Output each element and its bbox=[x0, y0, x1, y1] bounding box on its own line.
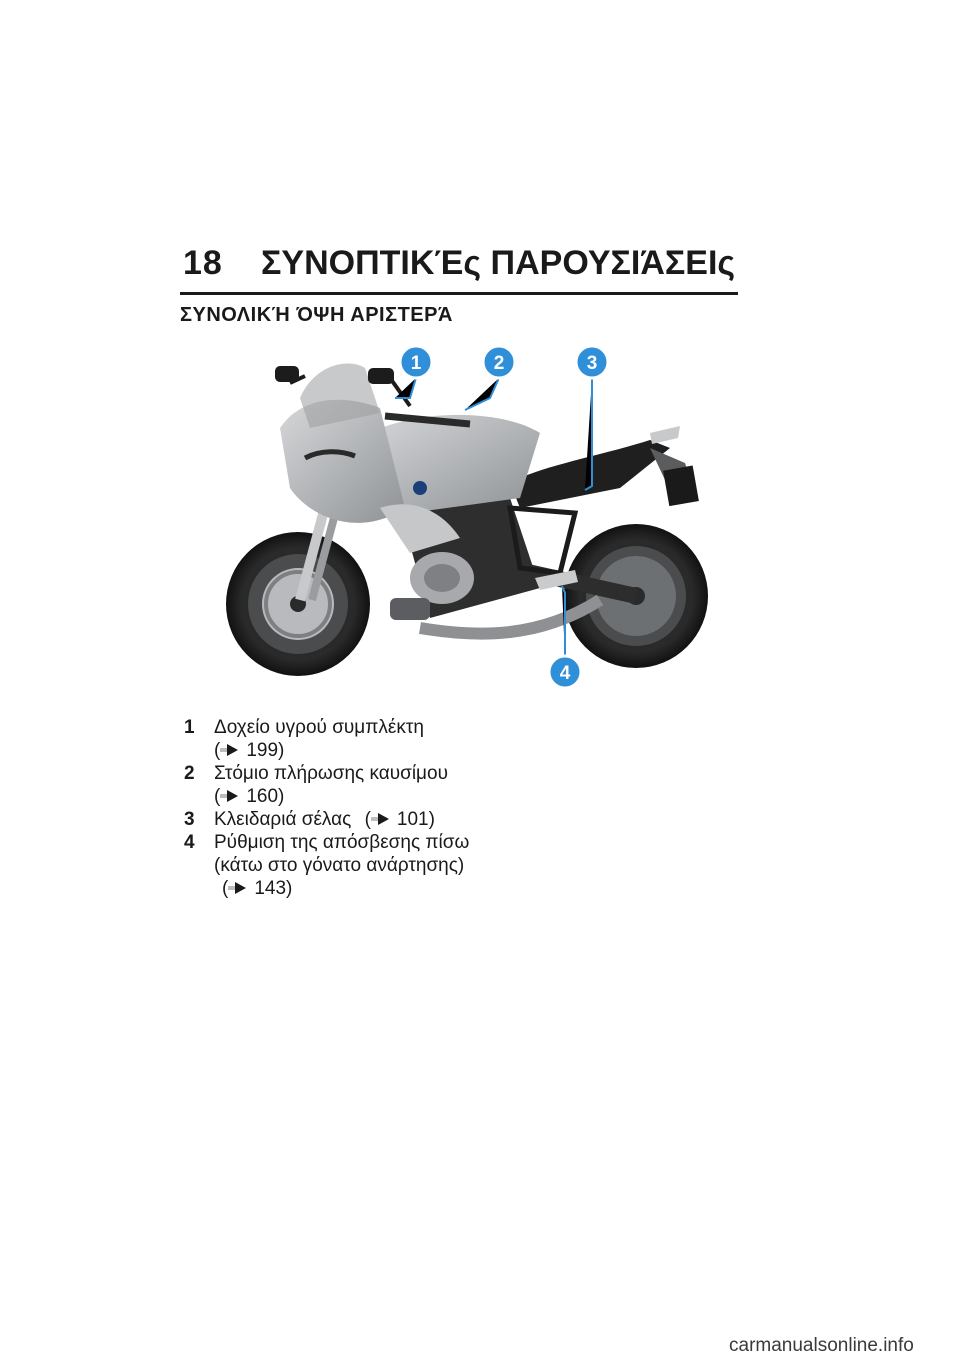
page-number-ref: 143) bbox=[254, 878, 293, 899]
page-number-ref: 160) bbox=[246, 786, 285, 807]
legend-item-1 bbox=[184, 716, 484, 762]
arrow-right-icon bbox=[371, 813, 389, 825]
callout-label-1: 1 bbox=[410, 353, 422, 374]
callout-badge-2 bbox=[483, 346, 515, 378]
watermark[interactable]: carmanualsonline.info bbox=[729, 1335, 914, 1356]
motorcycle-illustration bbox=[180, 338, 740, 700]
legend-number: 3 bbox=[184, 809, 195, 830]
paren-open: ( bbox=[222, 878, 229, 899]
legend-item-4 bbox=[184, 831, 484, 900]
page-reference[interactable] bbox=[214, 785, 284, 808]
page-number: 18 bbox=[183, 244, 223, 282]
callout-label-2: 2 bbox=[493, 353, 505, 374]
legend-text: Στόμιο πλήρωσης καυσίμου bbox=[214, 763, 448, 784]
callout-label-3: 3 bbox=[586, 353, 598, 374]
header-rule bbox=[180, 292, 738, 295]
page-header bbox=[183, 244, 738, 284]
callout-badge-1 bbox=[400, 346, 432, 378]
arrow-right-icon bbox=[228, 882, 246, 894]
callout-badge-3 bbox=[576, 346, 608, 378]
front-wheel bbox=[226, 532, 370, 676]
legend bbox=[184, 716, 484, 900]
legend-text: Κλειδαριά σέλας bbox=[214, 809, 352, 830]
legend-number: 1 bbox=[184, 717, 195, 738]
page-number-ref: 101) bbox=[396, 809, 435, 830]
section-title: ΣΥΝΟΛΙΚΉ ΌΨΗ ΑΡΙΣΤΕΡΆ bbox=[180, 304, 453, 326]
arrow-right-icon bbox=[220, 744, 238, 756]
legend-number: 2 bbox=[184, 763, 195, 784]
paren-open: ( bbox=[364, 809, 371, 830]
legend-text: Δοχείο υγρού συμπλέκτη bbox=[214, 717, 424, 738]
page-reference[interactable] bbox=[222, 877, 292, 900]
page-reference[interactable] bbox=[214, 739, 284, 762]
chapter-title: ΣΥΝΟΠΤΙΚΈς ΠΑΡΟΥΣΙΆΣΕΙς bbox=[261, 244, 736, 282]
legend-item-3 bbox=[184, 808, 484, 831]
arrow-right-icon bbox=[220, 790, 238, 802]
page-reference[interactable] bbox=[365, 808, 435, 831]
paren-open: ( bbox=[214, 786, 221, 807]
callout-badge-4 bbox=[549, 656, 581, 688]
paren-open: ( bbox=[214, 740, 221, 761]
legend-item-2 bbox=[184, 762, 484, 808]
page-number-ref: 199) bbox=[246, 740, 285, 761]
callout-label-4: 4 bbox=[559, 663, 571, 684]
legend-text: Ρύθμιση της απόσβεσης πίσω (κάτω στο γόνατο ανάρτησης) bbox=[214, 832, 470, 876]
legend-number: 4 bbox=[184, 832, 195, 853]
